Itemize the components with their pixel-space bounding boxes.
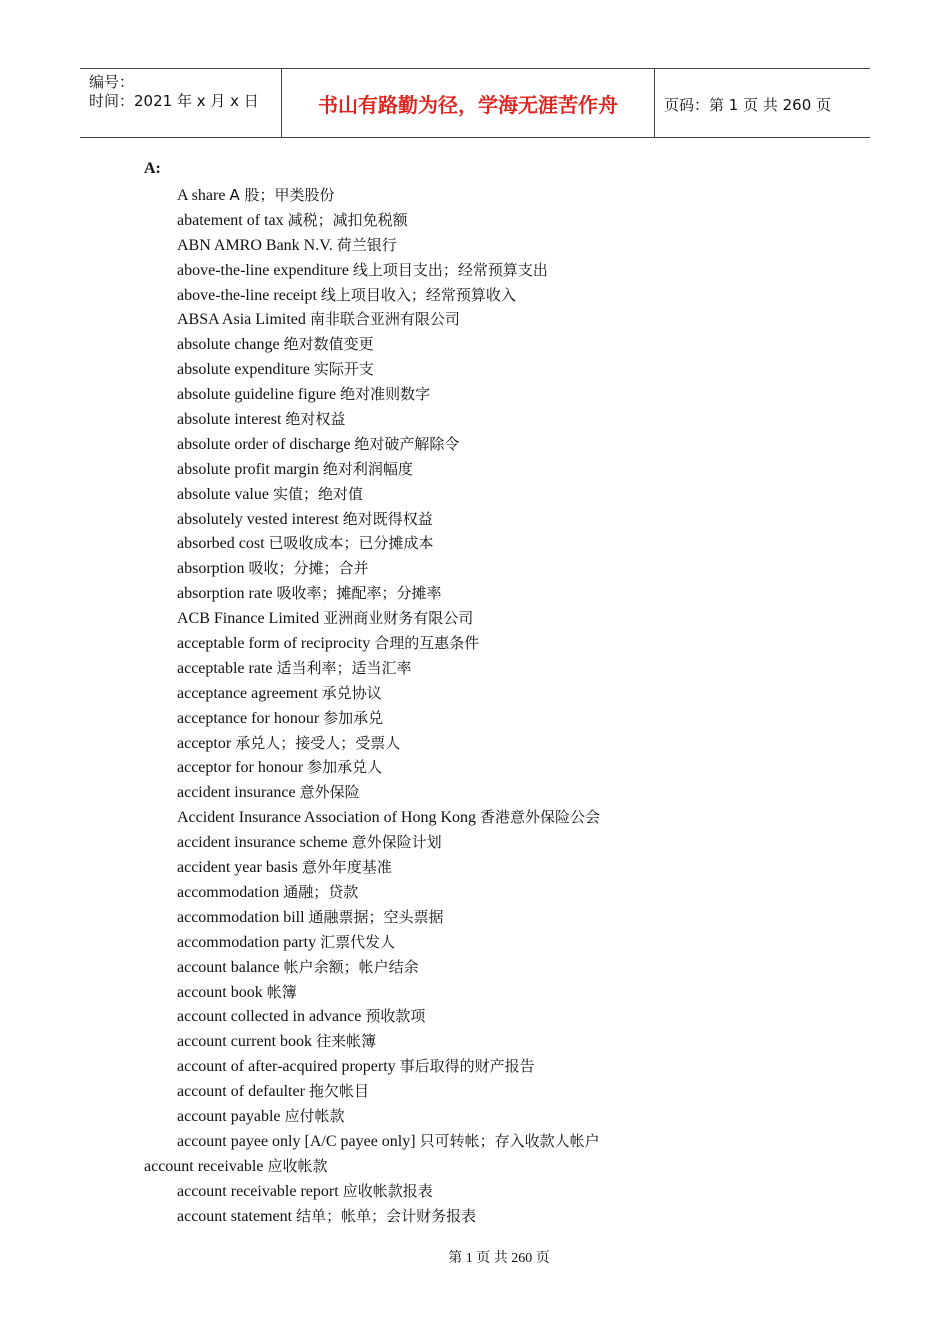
- entry-translation: 香港意外保险公会: [480, 808, 601, 827]
- glossary-entry: [0, 706, 950, 731]
- entry-term: absolutely vested interest: [177, 510, 339, 528]
- entry-translation: 适当利率；适当汇率: [276, 658, 412, 677]
- glossary-entry: [0, 332, 950, 357]
- entry-translation: 意外保险计划: [351, 833, 442, 852]
- glossary-entry: [0, 606, 950, 631]
- entry-translation: 预收款项: [365, 1007, 426, 1026]
- glossary-entry: [0, 755, 950, 780]
- entry-translation: 已吸收成本；已分摊成本: [268, 534, 434, 553]
- entry-term: A share: [177, 187, 226, 204]
- glossary-list: [0, 183, 950, 1228]
- glossary-entry: [0, 482, 950, 507]
- entry-translation: 绝对利润幅度: [322, 459, 413, 478]
- entry-term: accommodation bill: [177, 908, 305, 926]
- entry-translation: 线上项目收入；经常预算收入: [320, 285, 516, 304]
- entry-translation: 应付帐款: [284, 1106, 345, 1125]
- section-heading: A:: [144, 160, 161, 177]
- entry-term: abatement of tax: [177, 211, 284, 229]
- entry-term: accommodation party: [177, 933, 317, 951]
- glossary-entry: [0, 830, 950, 855]
- entry-term: absolute expenditure: [177, 361, 310, 379]
- entry-translation: 拖欠帐目: [308, 1082, 369, 1101]
- entry-translation: 通融；贷款: [283, 882, 359, 901]
- entry-term: account collected in advance: [177, 1008, 362, 1026]
- glossary-entry: [0, 208, 950, 233]
- entry-term: absorption rate: [177, 585, 273, 603]
- entry-term: account payee only [A/C payee only]: [177, 1132, 416, 1150]
- document-header: [80, 68, 870, 138]
- motto-text: 书山有路勤为径，学海无涯苦作舟: [318, 93, 618, 117]
- entry-term: absolute value: [177, 485, 269, 503]
- glossary-entry: [0, 283, 950, 308]
- entry-translation: 线上项目支出；经常预算支出: [352, 260, 548, 279]
- entry-term: acceptable rate: [177, 659, 273, 677]
- glossary-entry: [0, 880, 950, 905]
- glossary-entry: [0, 258, 950, 283]
- entry-translation: 往来帐簿: [316, 1032, 377, 1051]
- glossary-entry: [0, 1154, 950, 1179]
- glossary-entry: [0, 233, 950, 258]
- glossary-entry: [0, 307, 950, 332]
- glossary-entry: [0, 930, 950, 955]
- glossary-entry: [0, 731, 950, 756]
- entry-term: ABN AMRO Bank N.V.: [177, 236, 333, 254]
- entry-translation: 绝对既得权益: [342, 509, 433, 528]
- entry-translation: 南非联合亚洲有限公司: [309, 310, 460, 329]
- entry-translation: 绝对权益: [285, 410, 346, 429]
- entry-term: accident insurance: [177, 784, 296, 802]
- entry-translation: 承兑协议: [321, 683, 382, 702]
- entry-term: ACB Finance Limited: [177, 610, 320, 628]
- glossary-entry: [0, 1054, 950, 1079]
- entry-translation: 绝对准则数字: [340, 385, 431, 404]
- header-info-cell: [80, 69, 282, 137]
- entry-translation: 荷兰银行: [336, 235, 397, 254]
- entry-term: ABSA Asia Limited: [177, 311, 306, 329]
- entry-term: absolute order of discharge: [177, 435, 351, 453]
- glossary-entry: [0, 1004, 950, 1029]
- entry-translation: 事后取得的财产报告: [399, 1057, 535, 1076]
- entry-term: account of defaulter: [177, 1083, 305, 1101]
- entry-translation: A 股；甲类股份: [229, 186, 335, 204]
- entry-term: acceptor for honour: [177, 759, 304, 777]
- entry-term: absorbed cost: [177, 535, 265, 553]
- glossary-entry: [0, 1204, 950, 1229]
- glossary-entry: [0, 1129, 950, 1154]
- entry-term: account balance: [177, 958, 280, 976]
- glossary-entry: [0, 183, 950, 208]
- glossary-entry: [0, 631, 950, 656]
- entry-translation: 实值；绝对值: [272, 484, 363, 503]
- entry-term: absolute profit margin: [177, 460, 319, 478]
- entry-translation: 绝对破产解除令: [354, 434, 460, 453]
- entry-translation: 意外保险: [299, 783, 360, 802]
- glossary-entry: [0, 556, 950, 581]
- entry-term: account receivable: [144, 1157, 264, 1175]
- glossary-entry: [0, 656, 950, 681]
- entry-term: acceptable form of reciprocity: [177, 635, 371, 653]
- glossary-entry: [0, 1104, 950, 1129]
- entry-term: absorption: [177, 560, 245, 578]
- entry-term: account of after-acquired property: [177, 1058, 396, 1076]
- entry-translation: 减税；减扣免税额: [287, 210, 408, 229]
- entry-term: Accident Insurance Association of Hong Kong: [177, 809, 477, 827]
- entry-term: acceptance for honour: [177, 709, 320, 727]
- entry-translation: 只可转帐；存入收款人帐户: [419, 1131, 600, 1150]
- glossary-entry: [0, 1179, 950, 1204]
- glossary-entry: [0, 1079, 950, 1104]
- entry-term: acceptor: [177, 734, 232, 752]
- entry-translation: 吸收率；摊配率；分摊率: [276, 584, 442, 603]
- serial-number-label: 编号：: [89, 73, 135, 91]
- glossary-entry: [0, 855, 950, 880]
- entry-term: account payable: [177, 1107, 281, 1125]
- entry-translation: 应收帐款报表: [342, 1181, 433, 1200]
- glossary-entry: [0, 457, 950, 482]
- entry-translation: 参加承兑: [323, 708, 384, 727]
- page-info-label: 页码：第 1 页 共 260 页: [664, 96, 832, 114]
- entry-translation: 结单；帐单；会计财务报表: [296, 1206, 477, 1225]
- entry-term: absolute interest: [177, 411, 282, 429]
- entry-term: absolute change: [177, 336, 280, 354]
- entry-translation: 绝对数值变更: [283, 335, 374, 354]
- glossary-entry: [0, 432, 950, 457]
- glossary-entry: [0, 531, 950, 556]
- glossary-entry: [0, 1029, 950, 1054]
- entry-term: account book: [177, 983, 263, 1001]
- entry-term: acceptance agreement: [177, 684, 318, 702]
- entry-term: above-the-line receipt: [177, 286, 317, 304]
- entry-translation: 意外年度基准: [301, 858, 392, 877]
- entry-term: accident year basis: [177, 859, 298, 877]
- glossary-entry: [0, 805, 950, 830]
- entry-translation: 合理的互惠条件: [374, 634, 480, 653]
- entry-term: account current book: [177, 1033, 313, 1051]
- entry-term: absolute guideline figure: [177, 386, 337, 404]
- glossary-entry: [0, 955, 950, 980]
- entry-translation: 参加承兑人: [307, 758, 383, 777]
- entry-term: accident insurance scheme: [177, 834, 348, 852]
- glossary-entry: [0, 681, 950, 706]
- entry-term: accommodation: [177, 883, 280, 901]
- entry-translation: 汇票代发人: [320, 932, 396, 951]
- header-page-cell: [655, 69, 870, 137]
- entry-translation: 通融票据；空头票据: [308, 907, 444, 926]
- glossary-entry: [0, 905, 950, 930]
- glossary-entry: [0, 382, 950, 407]
- entry-translation: 帐簿: [266, 982, 297, 1001]
- glossary-entry: [0, 581, 950, 606]
- header-motto-cell: [282, 69, 655, 137]
- date-label: 时间：2021 年 x 月 x 日: [89, 92, 259, 110]
- glossary-entry: [0, 507, 950, 532]
- entry-translation: 吸收；分摊；合并: [248, 559, 369, 578]
- entry-translation: 帐户余额；帐户结余: [283, 957, 419, 976]
- entry-term: above-the-line expenditure: [177, 261, 349, 279]
- glossary-entry: [0, 357, 950, 382]
- page-footer: 第 1 页 共 260 页: [448, 1251, 550, 1266]
- entry-term: account statement: [177, 1207, 293, 1225]
- glossary-entry: [0, 407, 950, 432]
- entry-translation: 应收帐款: [267, 1156, 328, 1175]
- entry-term: account receivable report: [177, 1182, 339, 1200]
- glossary-entry: [0, 980, 950, 1005]
- entry-translation: 承兑人；接受人；受票人: [235, 733, 401, 752]
- entry-translation: 亚洲商业财务有限公司: [323, 609, 474, 628]
- entry-translation: 实际开支: [313, 360, 374, 379]
- glossary-entry: [0, 780, 950, 805]
